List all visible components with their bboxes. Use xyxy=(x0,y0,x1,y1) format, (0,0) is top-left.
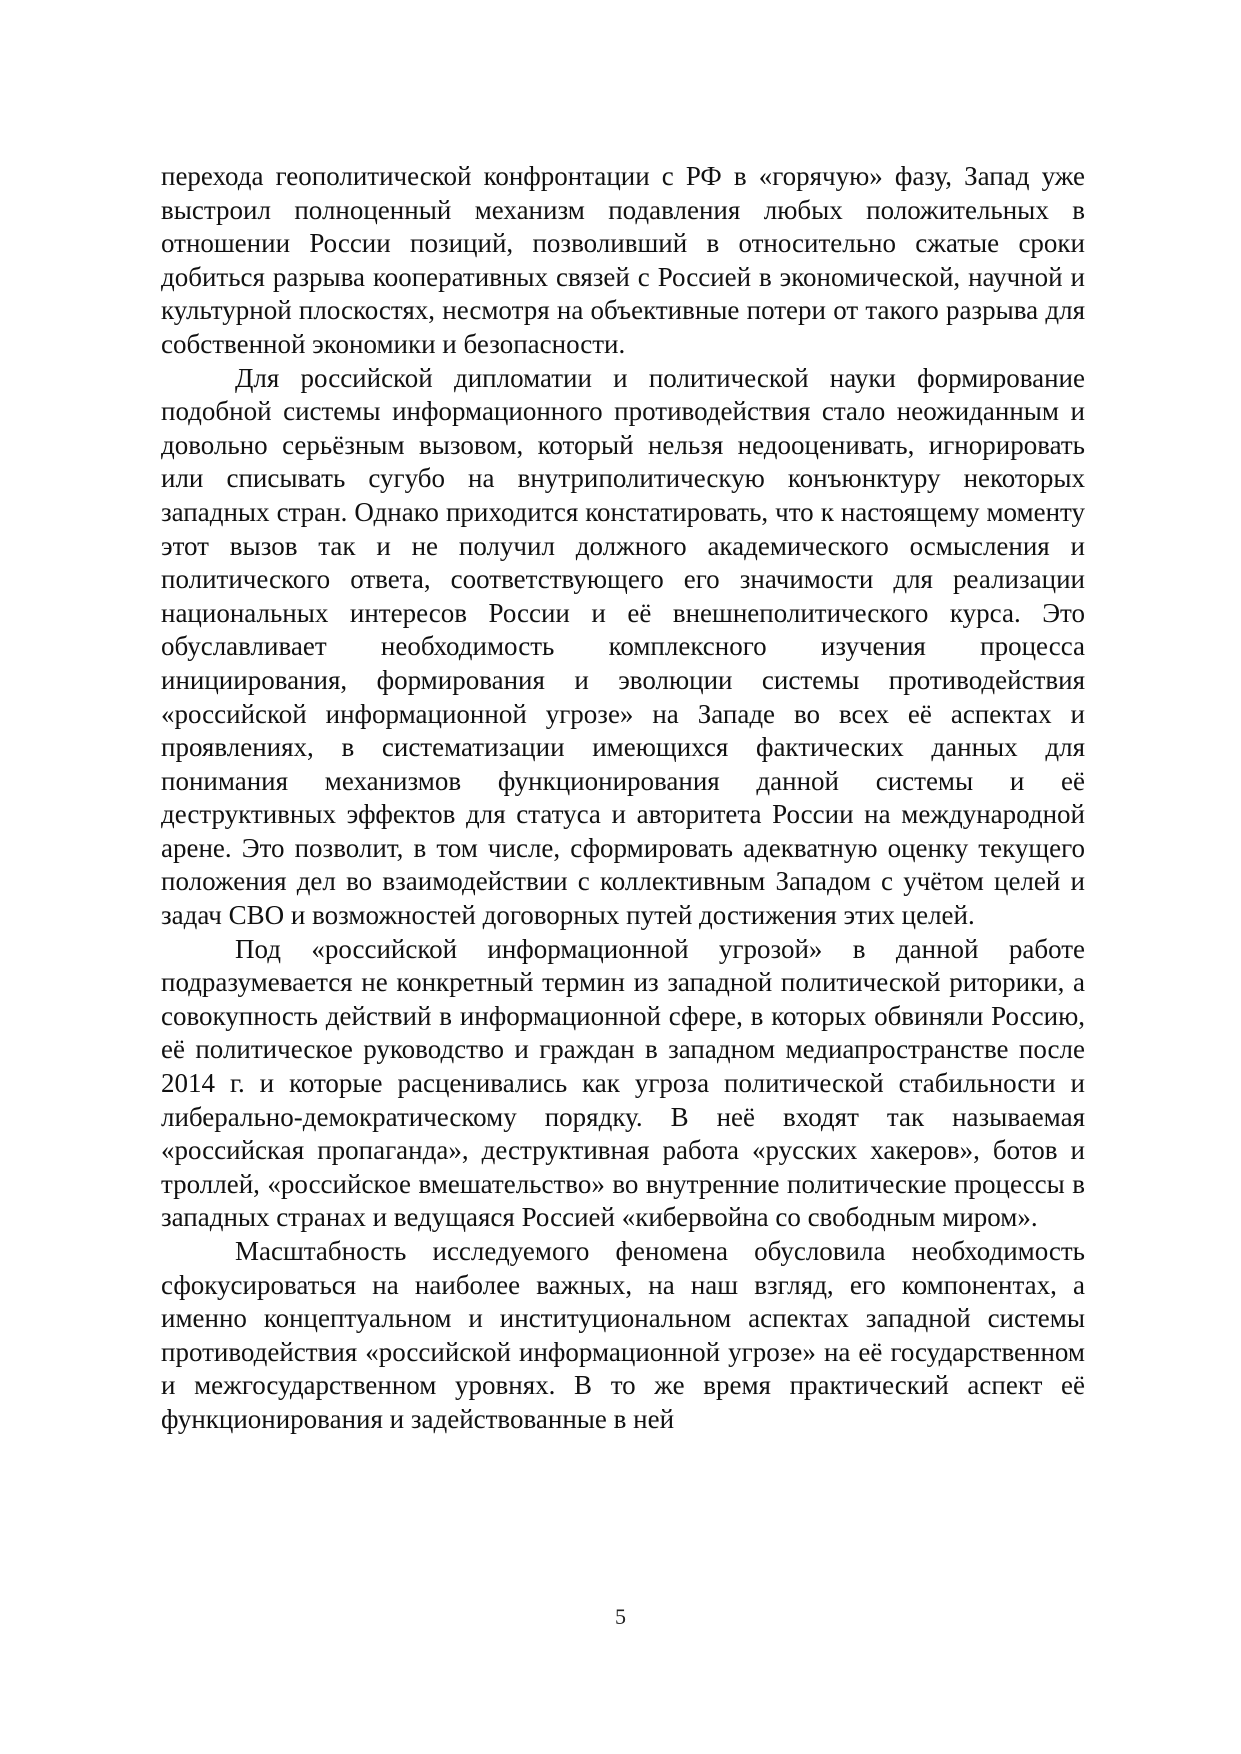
page-number: 5 xyxy=(615,1604,626,1629)
paragraph-research-scope: Масштабность исследуемого феномена обусловила необходимость сфокусироваться на наиболее важных, на наш взгляд, его компонентах, а именно концептуальном и институциональном аспектах западной системы противодействия «российской информационной угрозе» на её государственном и межгосударственном уровнях. В то же время практический аспект её функционирования и задействованные в ней xyxy=(161,1236,1085,1434)
paragraph-threat-definition: Под «российской информационной угрозой» в данной работе подразумевается не конкретный термин из западной политической риторики, а совокупность действий в информационной сфере, в которых обвиняли Россию, её политическое руководство и граждан в западном медиапространстве после 2014 г. и которые расценивались как угроза политической стабильности и либерально-демократическому порядку. В неё входят так называемая «российская пропаганда», деструктивная работа «русских хакеров», ботов и троллей, «российское вмешательство» во внутренние политические процессы в западных странах и ведущаяся Россией «кибервойна со свободным миром». xyxy=(161,933,1085,1233)
body-text xyxy=(161,160,1085,1437)
paragraph-continuation: перехода геополитической конфронтации с РФ в «горячую» фазу, Запад уже выстроил полноценный механизм подавления любых положительных в отношении России позиций, позволивший в относительно сжатые сроки добиться разрыва кооперативных связей с Россией в экономической, научной и культурной плоскостях, несмотря на объективные потери от такого разрыва для собственной экономики и безопасности. xyxy=(161,161,1085,359)
paragraph-diplomacy-challenge: Для российской дипломатии и политической науки формирование подобной системы информационного противодействия стало неожиданным и довольно серьёзным вызовом, который нельзя недооценивать, игнорировать или списывать сугубо на внутриполитическую конъюнктуру некоторых западных стран. Однако приходится констатировать, что к настоящему моменту этот вызов так и не получил должного академического осмысления и политического ответа, соответствующего его значимости для реализации национальных интересов России и её внешнеполитического курса. Это обуславливает необходимость комплексного изучения процесса инициирования, формирования и эволюции системы противодействия «российской информационной угрозе» на Западе во всех её аспектах и проявлениях, в систематизации имеющихся фактических данных для понимания механизмов функционирования данной системы и её деструктивных эффектов для статуса и авторитета России на международной арене. Это позволит, в том числе, сформировать адекватную оценку текущего положения дел во взаимодействии с коллективным Западом с учётом целей и задач СВО и возможностей договорных путей достижения этих целей. xyxy=(161,362,1085,931)
